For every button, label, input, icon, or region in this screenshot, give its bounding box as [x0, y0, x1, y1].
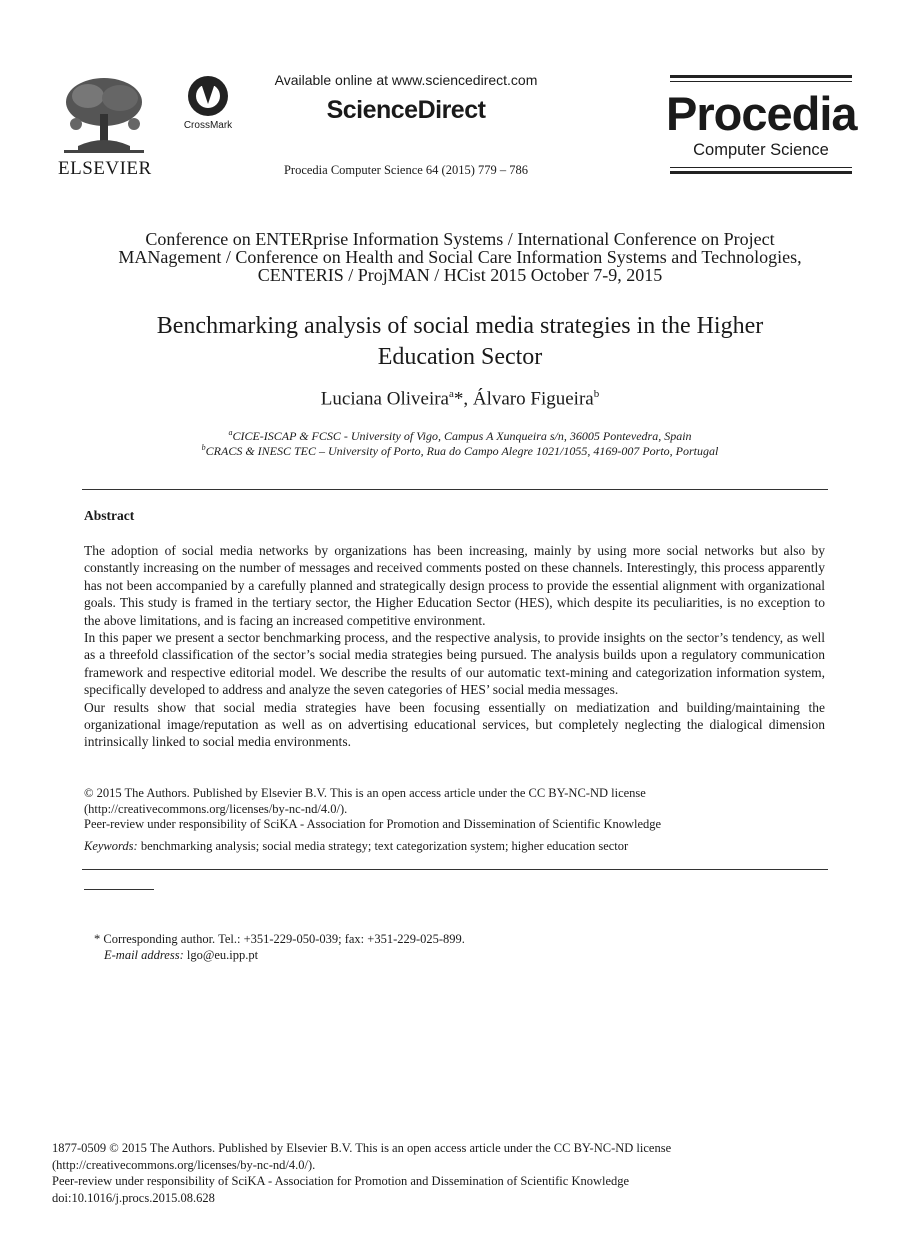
abstract-heading: Abstract: [84, 508, 135, 523]
issn-line: 1877-0509 © 2015 The Authors. Published by Elsevier B.V. This is an open access article under the CC BY-NC-ND license: [52, 1141, 672, 1155]
sciencedirect-logo: ScienceDirect: [326, 96, 486, 124]
email-label: E-mail address:: [104, 947, 184, 962]
license-link[interactable]: (http://creativecommons.org/licenses/by-nc-nd/4.0/).: [52, 1157, 316, 1172]
footnote-divider: [84, 889, 154, 890]
email-line: [94, 948, 794, 964]
affiliation-text: CICE-ISCAP & FCSC - University of Vigo, Campus A Xunqueira s/n, 36005 Pontevedra, Spain: [232, 429, 692, 443]
affiliation-b: [60, 443, 860, 459]
author-name: Álvaro Figueira: [472, 388, 594, 410]
procedia-top-rule-thin: [670, 81, 852, 82]
license-statement: [84, 786, 825, 833]
affiliation-text: CRACS & INESC TEC – University of Porto, Rua do Campo Alegre 1021/1055, 4169-007 Porto, Portugal: [205, 444, 719, 458]
affiliation-marker: a: [448, 388, 454, 400]
procedia-top-rule: [670, 75, 852, 78]
section-divider: [82, 489, 828, 490]
procedia-bottom-rule-thin: [670, 167, 852, 168]
affiliation-marker: b: [201, 443, 206, 452]
conference-line: CENTERIS / ProjMAN / HCist 2015 October 7-9, 2015: [257, 265, 663, 285]
keywords: [84, 839, 825, 854]
doi-line[interactable]: doi:10.1016/j.procs.2015.08.628: [52, 1190, 215, 1205]
conference-line: Conference on ENTERprise Information Systems / International Conference on Project: [145, 229, 775, 249]
section-divider: [82, 869, 828, 870]
procedia-bottom-rule: [670, 171, 852, 174]
publisher-name: ELSEVIER: [58, 158, 152, 179]
journal-reference: Procedia Computer Science 64 (2015) 779 – 786: [283, 163, 529, 177]
title-line: Benchmarking analysis of social media strategies in the Higher: [156, 313, 764, 339]
procedia-subtitle: Computer Science: [693, 141, 829, 159]
license-line: © 2015 The Authors. Published by Elsevier B.V. This is an open access article under the CC BY-NC-ND license: [84, 786, 646, 800]
procedia-logo: Procedia: [666, 87, 857, 140]
peer-review-line: Peer-review under responsibility of SciKA - Association for Promotion and Dissemination of Scientific Knowledge: [52, 1174, 630, 1188]
affiliation-a: [60, 428, 860, 444]
affiliation-marker: a: [228, 428, 233, 437]
affiliation-marker: b: [593, 388, 600, 400]
email-address[interactable]: lgo@eu.ipp.pt: [183, 947, 259, 962]
corresponding-footnote: [94, 932, 794, 963]
available-online-text: Available online at www.sciencedirect.com: [274, 72, 538, 88]
keywords-text: benchmarking analysis; social media strategy; text categorization system; higher education sector: [137, 839, 629, 853]
crossmark-label: CrossMark: [183, 120, 233, 131]
title-line: Education Sector: [377, 344, 543, 370]
abstract-paragraph: The adoption of social media networks by organizations has been increasing, mainly by using more social networks but also by constantly increasing on the number of messages and received comments posted on these channels. Interestingly, this process apparently has not been accompanied by a carefully planned and strategically design process to provide the essential alignment with organizational goals. This study is framed in the tertiary sector, the Higher Education Sector (HES), which despite its peculiarities, is no exception to the above limitations, and is facing an increased competitive environment.: [84, 543, 825, 628]
abstract-paragraph: Our results show that social media strategies have been focusing essentially on mediatization and building/maintaining the organizational image/reputation as well as on advertising educational services, but completely neglecting the dialogical dimension intrinsically linked to social media environments.: [84, 699, 825, 750]
paper-title: [60, 311, 860, 373]
keywords-label: Keywords:: [84, 839, 138, 853]
abstract-paragraph: In this paper we present a sector benchmarking process, and the respective analysis, to provide insights on the sector’s tendency, as well as a threefold classification of the sector’s social media strategies being pursued. The analysis builds upon a regulatory communication framework and respective editorial model. We describe the results of our automatic text-mining and categorization information system, specifically developed to address and analyze the seven categories of HES’ social media messages.: [84, 630, 825, 698]
author-name: Luciana Oliveira: [320, 388, 449, 410]
abstract-body: [84, 542, 825, 751]
author-separator: ,: [463, 388, 473, 410]
bottom-license-note: [52, 1140, 852, 1206]
peer-review-line: Peer-review under responsibility of SciKA - Association for Promotion and Dissemination of Scientific Knowledge: [84, 817, 662, 831]
author-list: [60, 388, 860, 410]
license-link[interactable]: (http://creativecommons.org/licenses/by-nc-nd/4.0/).: [84, 801, 348, 816]
elsevier-tree-logo: [58, 74, 150, 156]
corresponding-marker: *: [453, 388, 464, 410]
conference-line: MANagement / Conference on Health and Social Care Information Systems and Technologies,: [118, 247, 802, 267]
conference-name: [60, 230, 860, 284]
corresponding-line: * Corresponding author. Tel.: +351-229-050-039; fax: +351-229-025-899.: [94, 932, 465, 946]
